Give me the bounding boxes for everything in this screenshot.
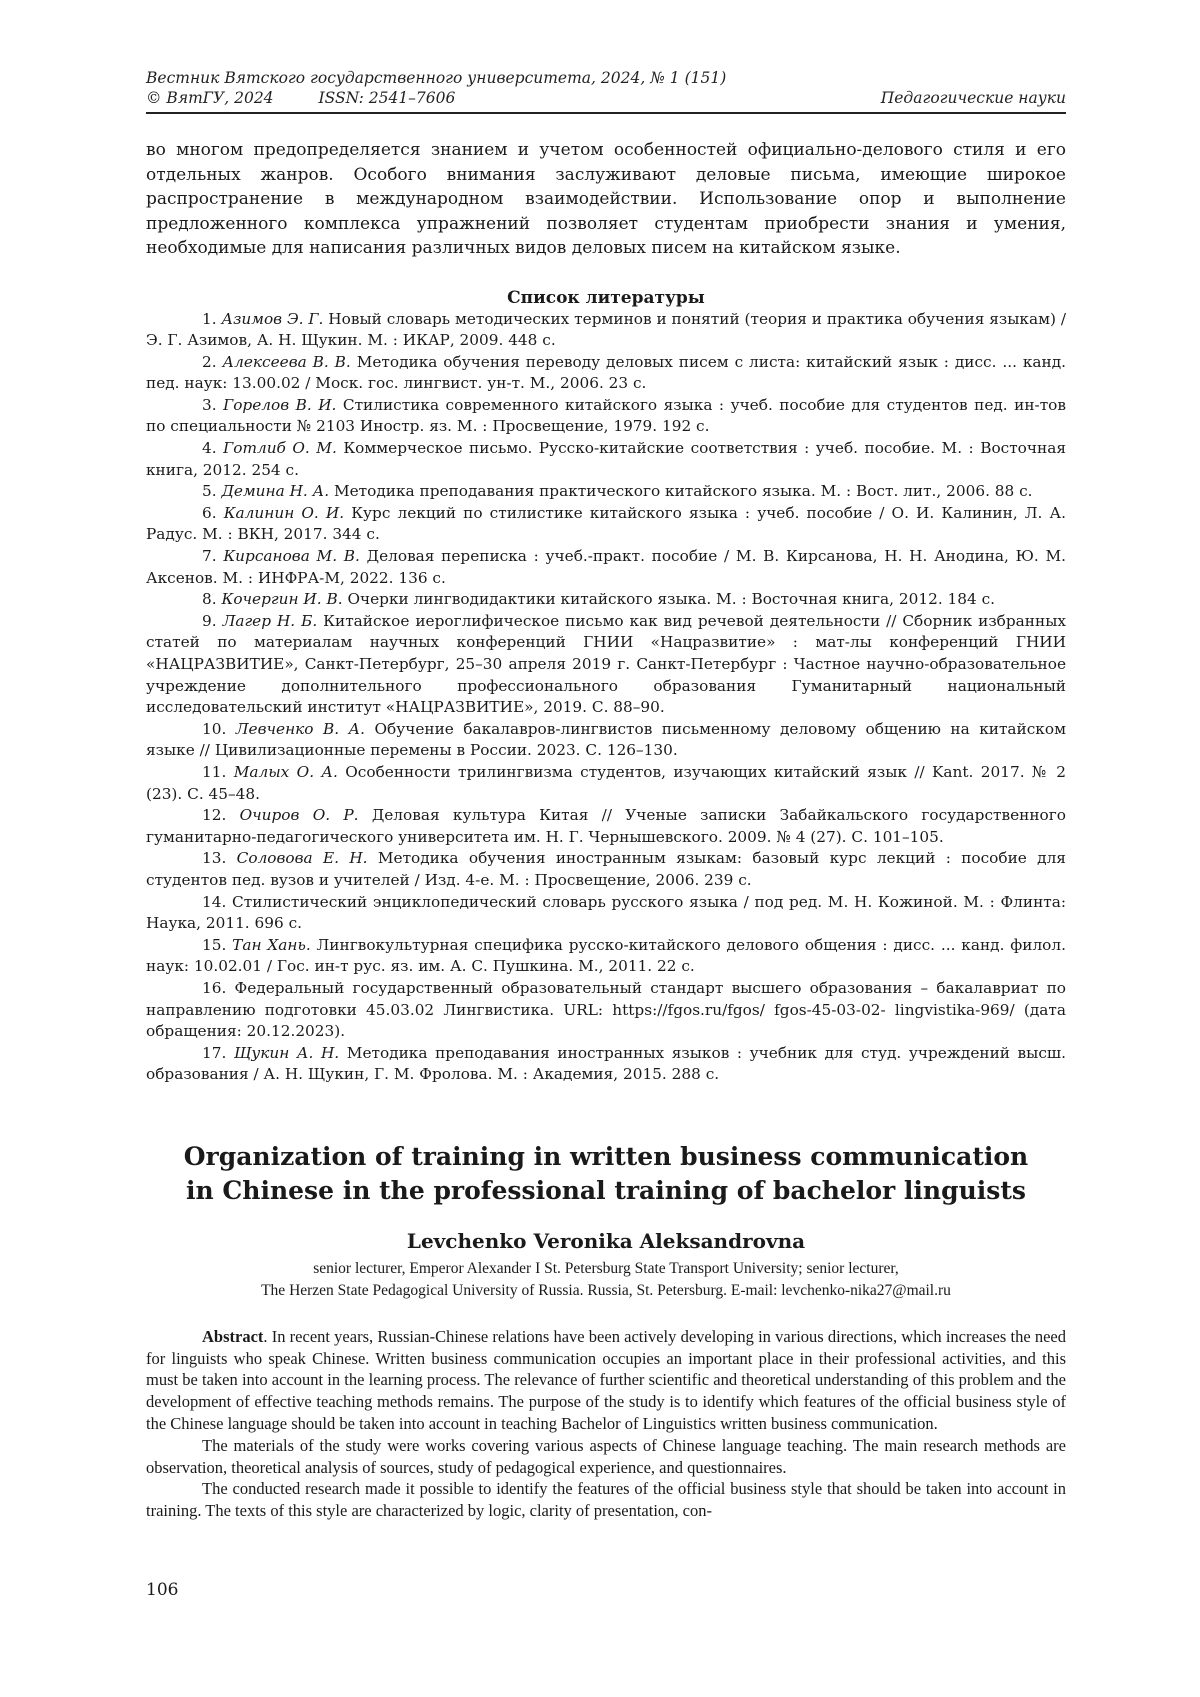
running-header [146,68,1066,108]
abstract-paragraph-2: The materials of the study were works covering various aspects of Chinese language teaching. The main research methods are observation, theoretical analysis of sources, study of pedagogical experience, and questionnaires. [146,1435,1066,1477]
reference-author: Щукин А. Н. [233,1043,340,1062]
reference-number: 3. [202,395,217,414]
reference-item [146,611,1066,719]
reference-item [146,481,1066,503]
reference-author: Азимов Э. Г. [221,309,324,328]
author-affiliation [146,1258,1066,1302]
reference-text: Коммерческое письмо. Русско-китайские соответствия : учеб. пособие. М. : Восточная книга, 2012. 254 с. [146,439,1066,479]
reference-text: Стилистический энциклопедический словарь русского языка / под ред. М. Н. Кожиной. М. : Флинта: Наука, 2011. 696 с. [146,892,1066,933]
reference-author: Тан Хань. [232,935,311,954]
reference-item [146,395,1066,438]
reference-text: Деловая культура Китая // Ученые записки Забайкальского государственного гуманитарно-педагогического университета им. Н. Г. Чернышевского. 2009. № 4 (27). С. 101–105. [146,806,1066,846]
reference-number: 6. [202,503,217,522]
reference-text: Очерки лингводидактики китайского языка. М. : Восточная книга, 2012. 184 с. [347,590,996,609]
abstract-text-1: . In recent years, Russian-Chinese relations have been actively developing in various directions, which increases the need for linguists who speak Chinese. Written business communication occupies an important place in their professional activities, and this must be taken into account in the learning process. The relevance of further scientific and theoretical understanding of this problem and the development of effective teaching methods remains. The purpose of the study is to identify which features of the official business style of the Chinese language should be taken into account in teaching Bachelor of Linguistics written business communication. [146,1326,1066,1434]
header-divider [146,112,1066,114]
abstract-paragraph-1 [146,1326,1066,1435]
reference-text: Лингвокультурная специфика русско-китайского делового общения : дисс. ... канд. филол. наук: 10.02.01 / Гос. ин-т рус. яз. им. А. С. Пушкина. М., 2011. 22 с. [146,935,1066,976]
reference-text: Методика обучения иностранным языкам: базовый курс лекций : пособие для студентов пед. вузов и учителей / Изд. 4-е. М. : Просвещение, 2006. 239 с. [146,849,1066,889]
reference-number: 15. [202,935,227,954]
reference-author: Калинин О. И. [223,503,345,522]
abstract [146,1326,1066,1522]
abstract-paragraph-3: The conducted research made it possible to identify the features of the official business style that should be taken into account in training. The texts of this style are characterized by logic, clarity of presentation, con- [146,1479,1066,1521]
reference-text: Китайское иероглифическое письмо как вид речевой деятельности // Сборник избранных статей по материалам научных конференций ГНИИ «Нацразвитие» : мат-лы конференций ГНИИ «НАЦРАЗВИТИЕ», Санкт-Петербург, 25–30 апреля 2019 г. Санкт-Петербург : Частное научно-образовательное учреждение дополнительного профессионального образования Гуманитарный национальный исследовательский институт «НАЦРАЗВИТИЕ», 2019. С. 88–90. [146,611,1066,717]
abstract-label: Abstract [202,1326,264,1346]
reference-number: 10. [202,719,227,738]
reference-author: Алексеева В. В. [222,352,351,371]
reference-author: Соловова Е. Н. [236,849,368,868]
reference-text: Курс лекций по стилистике китайского языка : учеб. пособие / О. И. Калинин, Л. А. Радус. М. : ВКН, 2017. 344 с. [146,503,1066,544]
reference-text: Особенности трилингвизма студентов, изучающих китайский язык // Kant. 2017. № 2 (23). С. 45–48. [146,762,1066,803]
reference-author: Кочергин И. В. [221,590,343,609]
intro-paragraph: во многом предопределяется знанием и учетом особенностей официально-делового стиля и его отдельных жанров. Особого внимания заслуживают деловые письма, имеющие широкое распространение в международном взаимодействии. Использование опор и выполнение предложенного комплекса упражнений позволяет студентам приобрести знания и умения, необходимые для написания различных видов деловых писем на китайском языке. [146,140,1066,258]
reference-item [146,503,1066,546]
reference-item [146,848,1066,891]
title-line-1: Organization of training in written business communication [183,1141,1029,1171]
reference-author: Горелов В. И. [223,395,337,414]
reference-text: Федеральный государственный образовательный стандарт высшего образования – бакалавриат по направлению подготовки 45.03.02 Лингвистика. URL: https://fgos.ru/fgos/ fgos-45-03-02- lingvistika-969/ (дата обращения: 20.12.2023). [146,978,1066,1041]
reference-text: Стилистика современного китайского языка : учеб. пособие для студентов пед. ин-тов по специальности № 2103 Иностр. яз. М. : Просвещение, 1979. 192 с. [146,395,1066,436]
reference-number: 2. [202,352,217,371]
reference-number: 11. [202,762,227,781]
reference-number: 12. [202,806,227,825]
reference-item [146,1043,1066,1086]
reference-text: Методика обучения переводу деловых писем с листа: китайский язык : дисс. ... канд. пед. наук: 13.00.02 / Моск. гос. лингвист. ун-т. М., 2006. 23 с. [146,352,1066,393]
reference-item [146,438,1066,481]
reference-item [146,546,1066,589]
reference-author: Готлиб О. М. [223,439,337,458]
reference-item [146,309,1066,352]
reference-item [146,352,1066,395]
reference-text: Методика преподавания практического китайского языка. М. : Вост. лит., 2006. 88 с. [333,482,1033,501]
reference-number: 8. [202,590,217,609]
reference-text: Обучение бакалавров-лингвистов письменному деловому общению на китайском языке // Цивилизационные перемены в России. 2023. С. 126–130. [146,719,1066,760]
reference-number: 16. [202,978,227,997]
references-heading: Список литературы [507,287,705,308]
reference-number: 13. [202,849,227,868]
reference-number: 9. [202,611,217,630]
reference-number: 4. [202,439,217,458]
reference-author: Демина Н. А. [221,482,330,501]
reference-number: 5. [202,482,217,501]
reference-item [146,589,1066,611]
reference-item [146,892,1066,935]
issn: ISSN: 2541–7606 [318,89,456,107]
reference-item [146,805,1066,848]
reference-item [146,762,1066,805]
reference-item [146,978,1066,1043]
reference-number: 17. [202,1043,227,1062]
reference-text: Новый словарь методических терминов и понятий (теория и практика обучения языкам) / Э. Г. Азимов, А. Н. Щукин. М. : ИКАР, 2009. 448 с. [146,309,1066,350]
affiliation-line-2: The Herzen State Pedagogical University of Russia. Russia, St. Petersburg. E-mail: levchenko-nika27@mail.ru [261,1281,951,1299]
reference-author: Малых О. А. [233,762,338,781]
copyright: © ВятГУ, 2024 [146,89,274,107]
reference-text: Методика преподавания иностранных языков : учебник для студ. учреждений высш. образования / А. Н. Щукин, Г. М. Фролова. М. : Академия, 2015. 288 с. [146,1043,1066,1084]
reference-author: Кирсанова М. В. [223,547,360,566]
article-title-en [146,1140,1066,1208]
reference-text: Деловая переписка : учеб.-практ. пособие / М. В. Кирсанова, Н. Н. Анодина, Ю. М. Аксенов. М. : ИНФРА-М, 2022. 136 с. [146,547,1066,587]
author-name: Levchenko Veronika Aleksandrovna [406,1228,806,1253]
reference-number: 1. [202,309,217,328]
reference-number: 14. [202,892,227,911]
reference-item [146,935,1066,978]
reference-number: 7. [202,547,217,566]
affiliation-line-1: senior lecturer, Emperor Alexander I St. Petersburg State Transport University; senior lecturer, [313,1259,899,1277]
reference-author: Очиров О. Р. [239,806,359,825]
reference-author: Лагер Н. Б. [222,611,318,630]
title-line-2: in Chinese in the professional training of bachelor linguists [186,1175,1026,1205]
page-content [146,68,1066,1522]
reference-item [146,719,1066,762]
references-list [146,309,1066,1086]
reference-author: Левченко В. А. [235,719,365,738]
journal-name: Вестник Вятского государственного университета, 2024, № 1 (151) [146,69,727,87]
page-number: 106 [146,1580,179,1600]
section-name: Педагогические науки [880,89,1066,107]
